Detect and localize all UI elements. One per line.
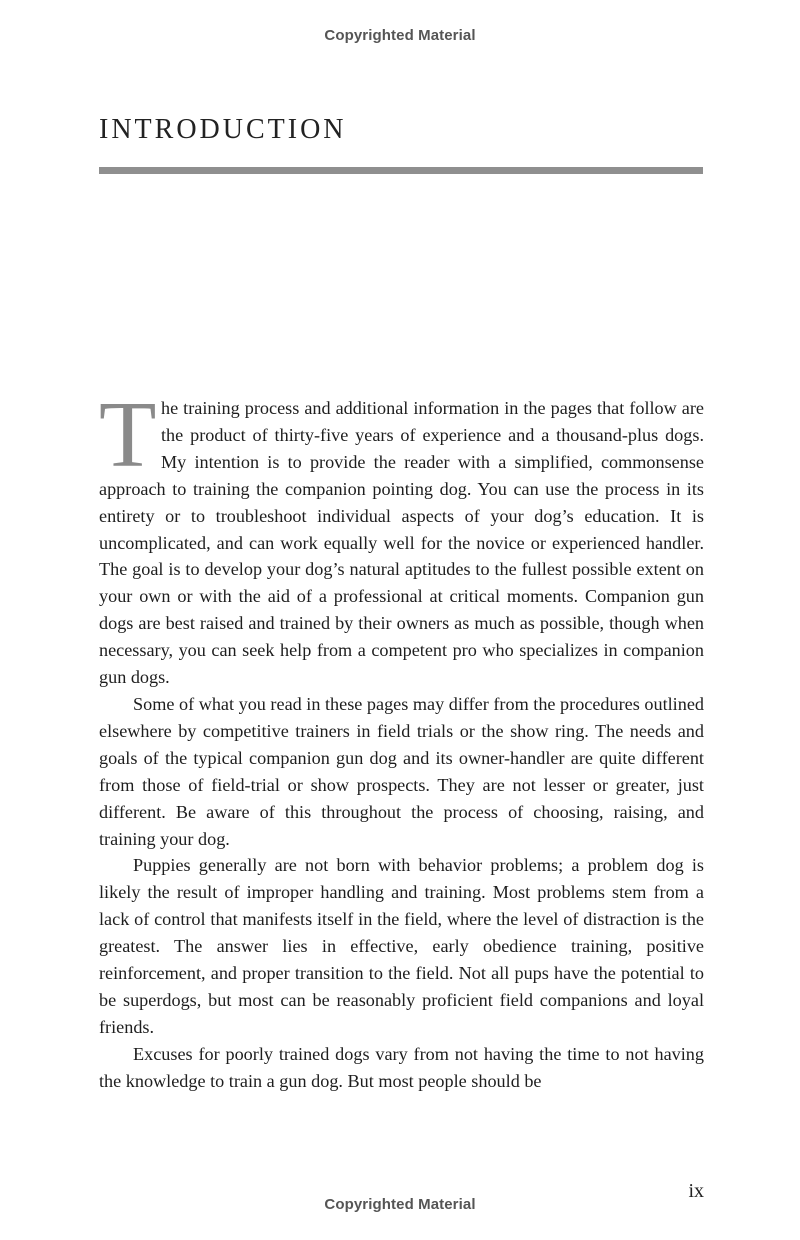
paragraph-4: Excuses for poorly trained dogs vary from not having the time to not having the knowledge to train a gun dog. But most people should be xyxy=(99,1043,704,1091)
paragraph-3: Puppies generally are not born with behavior problems; a problem dog is likely the result of improper handling and training. Most problems stem from a lack of control that manifests itself in the field, where the level of distraction is the greatest. The answer lies in effective, early obedience training, positive reinforcement, and proper transition to the field. Not all pups have the potential to be superdogs, but most can be reasonably proficient field companions and loyal friends. xyxy=(99,855,704,1037)
paragraph-1 xyxy=(99,383,704,691)
body-text xyxy=(99,383,704,1095)
watermark-top: Copyrighted Material xyxy=(324,27,476,44)
chapter-title: INTRODUCTION xyxy=(99,114,347,145)
page-number: ix xyxy=(688,1180,704,1202)
drop-cap: T xyxy=(99,383,157,487)
paragraph-2: Some of what you read in these pages may differ from the procedures outlined elsewhere by competitive trainers in field trials or the show ring. The needs and goals of the typical companion gun dog and its owner-handler are quite different from those of field-trial or show prospects. They are not lesser or greater, just different. Be aware of this throughout the process of choosing, raising, and training your dog. xyxy=(99,693,704,849)
paragraph-1-text: he training process and additional information in the pages that follow are the product of thirty-five years of experience and a thousand-plus dogs. My intention is to provide the reader with a simplified, commonsense approach to training the companion pointing dog. You can use the process in its entirety or to troubleshoot individual aspects of your dog’s education. It is uncomplicated, and can work equally well for the novice or experienced handler. The goal is to develop your dog’s natural aptitudes to the fullest possible extent on your own or with the aid of a professional at critical moments. Companion gun dogs are best raised and trained by their owners as much as possible, though when necessary, you can seek help from a competent pro who specializes in companion gun dogs. xyxy=(99,398,704,688)
title-rule xyxy=(99,167,703,174)
watermark-bottom: Copyrighted Material xyxy=(324,1196,476,1213)
